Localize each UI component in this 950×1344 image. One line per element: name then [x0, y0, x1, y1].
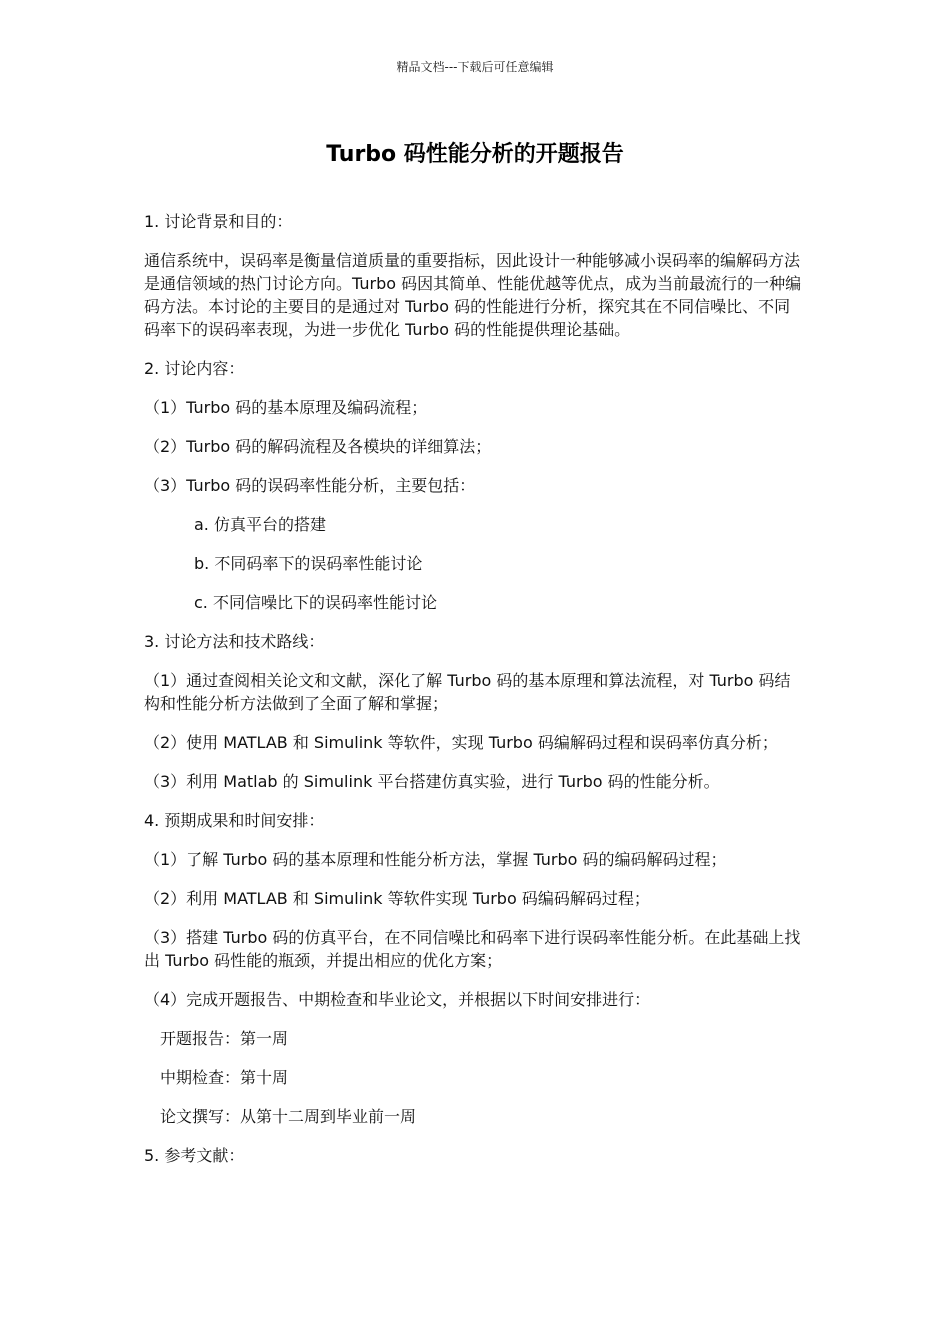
content-item-2: （2）Turbo 码的解码流程及各模块的详细算法；: [144, 437, 492, 456]
content-item-3: （3）Turbo 码的误码率性能分析，主要包括：: [144, 476, 476, 495]
section-heading-content: 2. 讨论内容：: [144, 359, 245, 378]
page-header: 精品文档---下载后可任意编辑: [396, 60, 554, 74]
content-subitem-a: a. 仿真平台的搭建: [194, 515, 326, 534]
section-heading-references: 5. 参考文献：: [144, 1146, 245, 1165]
schedule-item-midterm: 中期检查：第十周: [160, 1068, 289, 1087]
document-title: Turbo 码性能分析的开题报告: [326, 142, 624, 167]
content-item-1: （1）Turbo 码的基本原理及编码流程；: [144, 398, 428, 417]
method-item-1: （1）通过查阅相关论文和文献，深化了解 Turbo 码的基本原理和算法流程，对 Turbo 码结构和性能分析方法做到了全面了解和掌握；: [144, 671, 791, 713]
content-subitem-c: c. 不同信噪比下的误码率性能讨论: [194, 593, 437, 612]
outcome-item-3: （3）搭建 Turbo 码的仿真平台，在不同信噪比和码率下进行误码率性能分析。在此基础上找出 Turbo 码性能的瓶颈，并提出相应的优化方案；: [144, 928, 801, 970]
method-item-2: （2）使用 MATLAB 和 Simulink 等软件，实现 Turbo 码编解码过程和误码率仿真分析；: [144, 733, 778, 752]
outcome-item-4: （4）完成开题报告、中期检查和毕业论文，并根据以下时间安排进行：: [144, 990, 651, 1009]
section-heading-outcomes: 4. 预期成果和时间安排：: [144, 811, 325, 830]
method-item-3: （3）利用 Matlab 的 Simulink 平台搭建仿真实验，进行 Turbo 码的性能分析。: [144, 772, 720, 791]
content-subitem-b: b. 不同码率下的误码率性能讨论: [194, 554, 423, 573]
schedule-item-proposal: 开题报告：第一周: [160, 1029, 289, 1048]
outcome-item-2: （2）利用 MATLAB 和 Simulink 等软件实现 Turbo 码编码解码过程；: [144, 889, 650, 908]
document-body: [144, 210, 804, 1183]
section-heading-background: 1. 讨论背景和目的：: [144, 212, 293, 231]
section-heading-methods: 3. 讨论方法和技术路线：: [144, 632, 325, 651]
schedule-item-thesis: 论文撰写：从第十二周到毕业前一周: [160, 1107, 417, 1126]
background-paragraph: 通信系统中，误码率是衡量信道质量的重要指标，因此设计一种能够减小误码率的编解码方法是通信领域的热门讨论方向。Turbo 码因其简单、性能优越等优点，成为当前最流行的一种编码方法。本讨论的主要目的是通过对 Turbo 码的性能进行分析，探究其在不同信噪比、不同码率下的误码率表现，为进一步优化 Turbo 码的性能提供理论基础。: [144, 251, 802, 339]
outcome-item-1: （1）了解 Turbo 码的基本原理和性能分析方法，掌握 Turbo 码的编码解码过程；: [144, 850, 727, 869]
